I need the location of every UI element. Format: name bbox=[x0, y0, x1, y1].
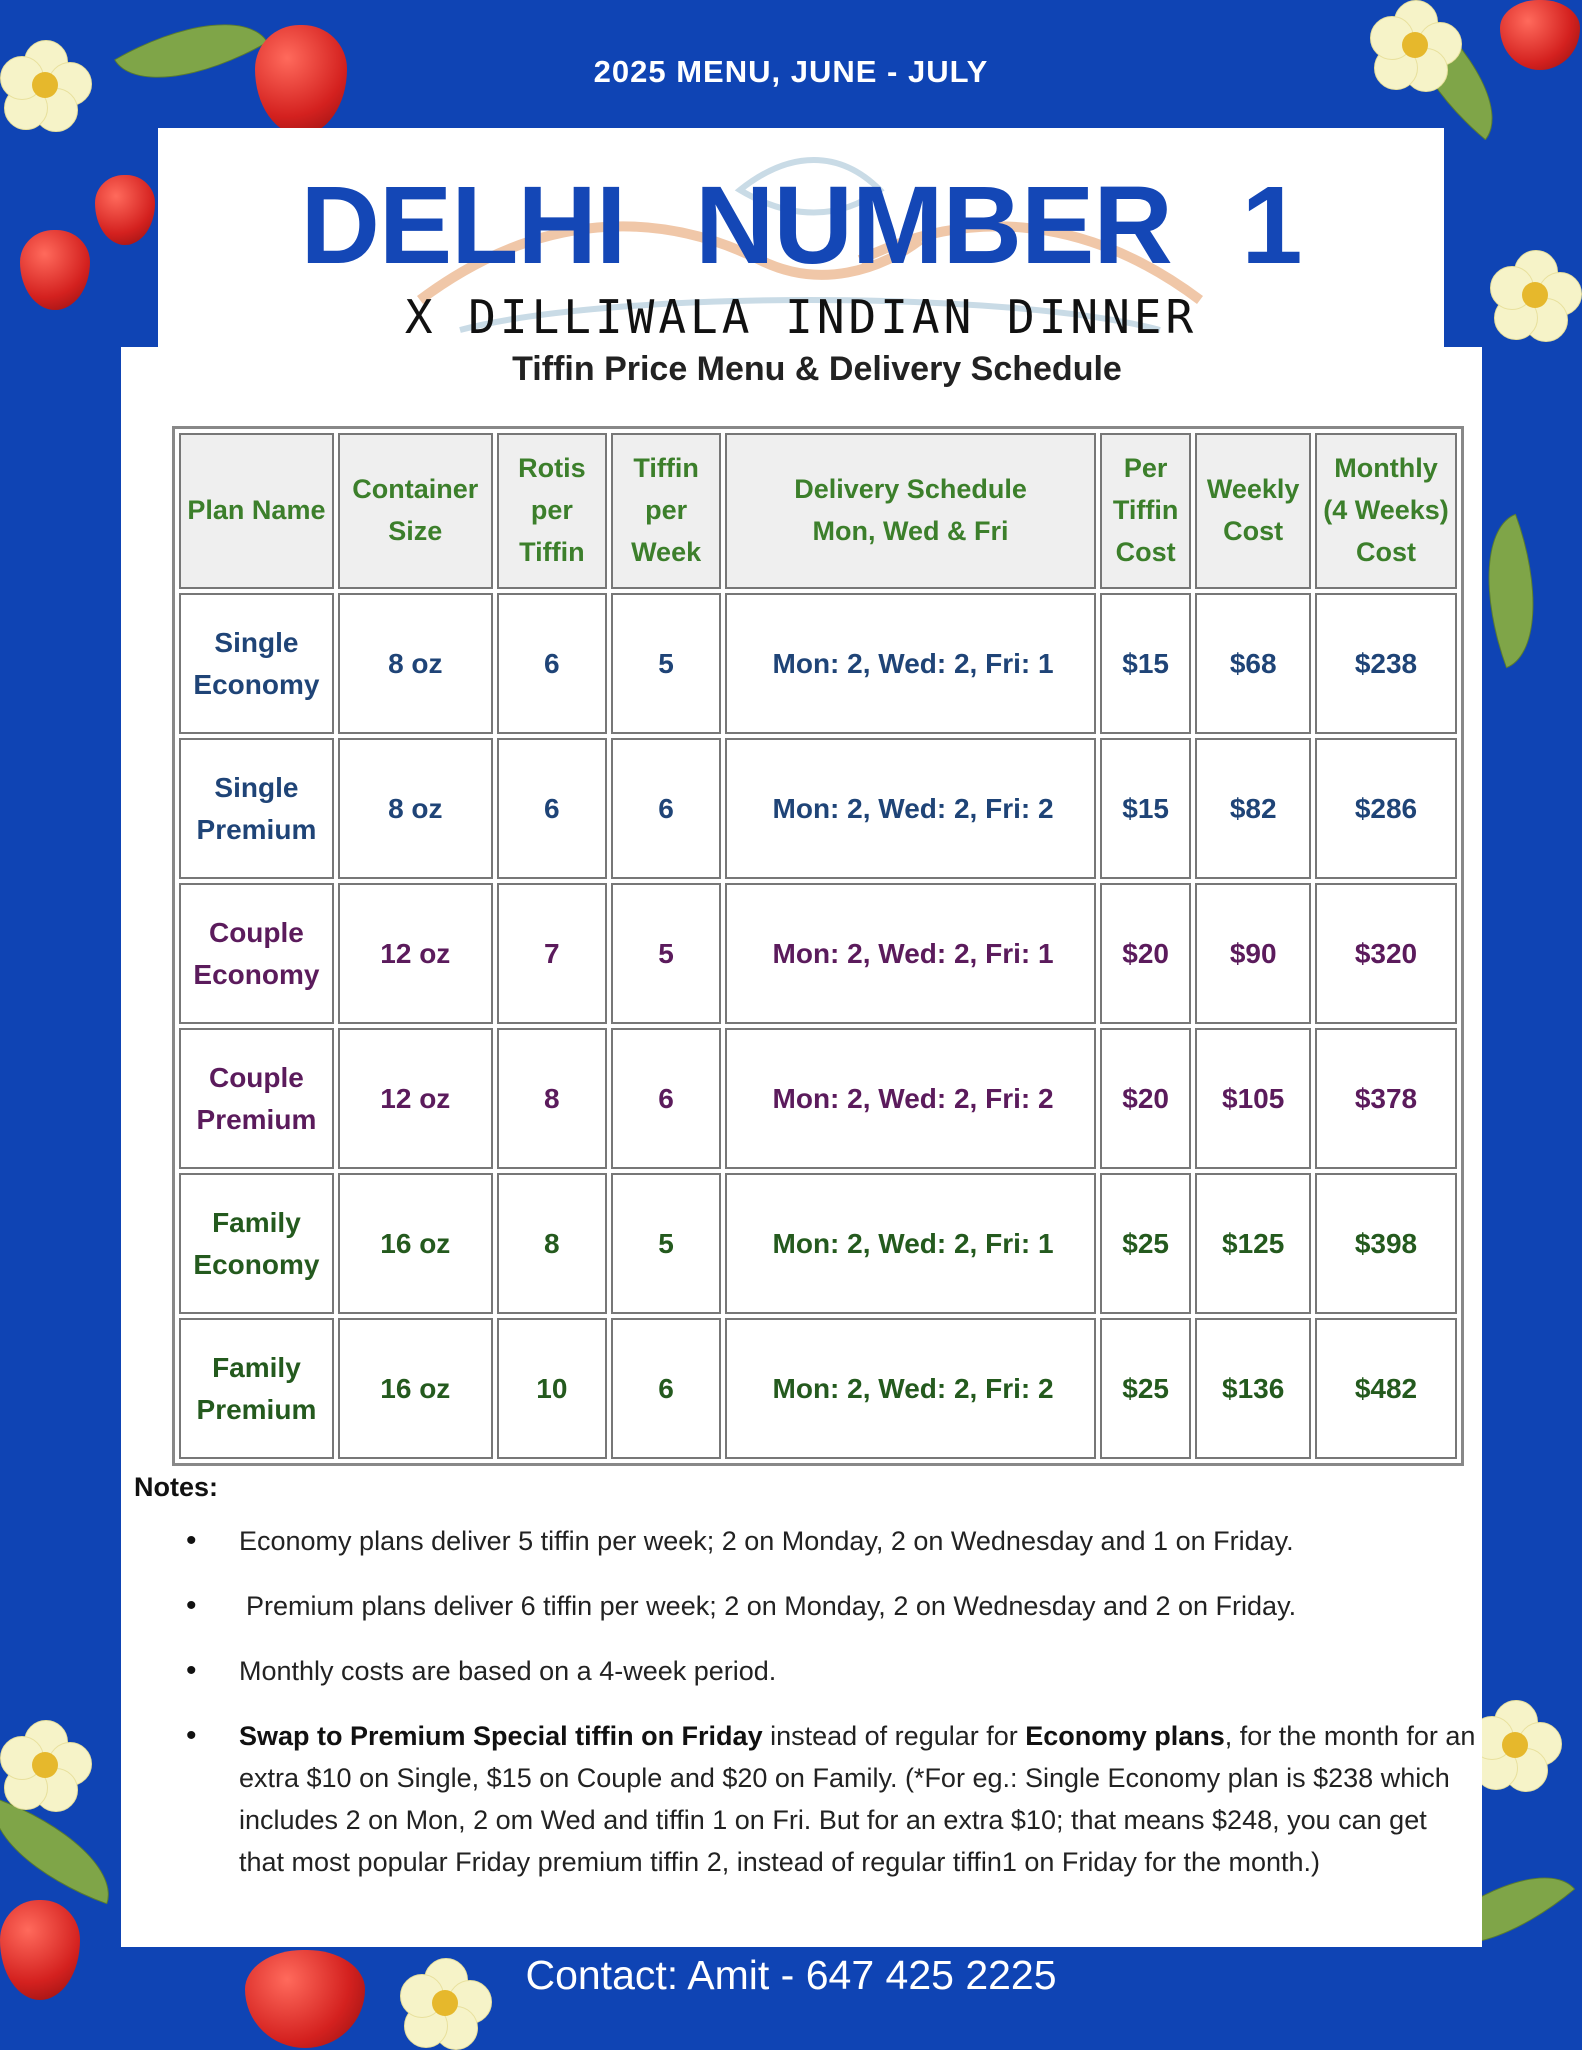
col-header-weekly-cost: Weekly Cost bbox=[1195, 433, 1311, 589]
delivery-schedule-cell: Mon: 2, Wed: 2, Fri: 1 bbox=[725, 1173, 1096, 1314]
delivery-schedule-cell: Mon: 2, Wed: 2, Fri: 2 bbox=[725, 1318, 1096, 1459]
weekly-cost-cell: $125 bbox=[1195, 1173, 1311, 1314]
table-row bbox=[179, 1173, 1457, 1314]
delivery-schedule-cell: Mon: 2, Wed: 2, Fri: 2 bbox=[725, 738, 1096, 879]
table-row bbox=[179, 593, 1457, 734]
col-header-monthly-cost: Monthly (4 Weeks) Cost bbox=[1315, 433, 1457, 589]
per-tiffin-cost-cell: $20 bbox=[1100, 883, 1191, 1024]
notes-list bbox=[186, 1520, 1476, 1906]
monthly-cost-cell: $398 bbox=[1315, 1173, 1457, 1314]
col-header-per-tiffin-cost: Per Tiffin Cost bbox=[1100, 433, 1191, 589]
plan-name-cell: Single Economy bbox=[179, 593, 334, 734]
weekly-cost-cell: $82 bbox=[1195, 738, 1311, 879]
contact-info: Contact: Amit - 647 425 2225 bbox=[525, 1952, 1057, 1998]
monthly-cost-cell: $378 bbox=[1315, 1028, 1457, 1169]
col-header-delivery-schedule: Delivery Schedule Mon, Wed & Fri bbox=[725, 433, 1096, 589]
rotis-cell: 6 bbox=[497, 593, 607, 734]
flower-icon bbox=[1490, 250, 1580, 340]
monthly-cost-cell: $482 bbox=[1315, 1318, 1457, 1459]
container-size-cell: 12 oz bbox=[338, 1028, 493, 1169]
table-row bbox=[179, 883, 1457, 1024]
table-row bbox=[179, 738, 1457, 879]
plan-name-cell: Single Premium bbox=[179, 738, 334, 879]
tiffin-per-week-cell: 5 bbox=[611, 883, 721, 1024]
tiffin-per-week-cell: 5 bbox=[611, 1173, 721, 1314]
per-tiffin-cost-cell: $15 bbox=[1100, 593, 1191, 734]
per-tiffin-cost-cell: $15 bbox=[1100, 738, 1191, 879]
tiffin-price-table bbox=[172, 426, 1464, 1466]
list-item: • Swap to Premium Special tiffin on Friday instead of regular for Economy plans, for the month for an extra $10 on Single, $15 on Couple and $20 on Family. (*For eg.: Single Economy plan is $238 which includes 2 on Mon, 2 om Wed and tiffin 1 on Fri. But for an extra $10; that means $248, you can get that most popular Friday premium tiffin 2, instead of regular tiffin1 on Friday for the month.) bbox=[186, 1715, 1476, 1883]
flower-icon bbox=[1470, 1700, 1560, 1790]
col-header-plan-name: Plan Name bbox=[179, 433, 334, 589]
weekly-cost-cell: $90 bbox=[1195, 883, 1311, 1024]
strawberry-icon bbox=[95, 175, 155, 245]
strawberry-icon bbox=[20, 230, 90, 310]
weekly-cost-cell: $105 bbox=[1195, 1028, 1311, 1169]
table-row bbox=[179, 1318, 1457, 1459]
per-tiffin-cost-cell: $20 bbox=[1100, 1028, 1191, 1169]
restaurant-title: DELHI NUMBER 1 bbox=[300, 164, 1302, 287]
weekly-cost-cell: $68 bbox=[1195, 593, 1311, 734]
per-tiffin-cost-cell: $25 bbox=[1100, 1173, 1191, 1314]
notes-title: Notes: bbox=[134, 1472, 219, 1502]
rotis-cell: 6 bbox=[497, 738, 607, 879]
tiffin-per-week-cell: 6 bbox=[611, 1028, 721, 1169]
rotis-cell: 8 bbox=[497, 1173, 607, 1314]
plan-name-cell: Family Economy bbox=[179, 1173, 334, 1314]
list-item: • Monthly costs are based on a 4-week period. bbox=[186, 1650, 1476, 1692]
container-size-cell: 16 oz bbox=[338, 1173, 493, 1314]
monthly-cost-cell: $320 bbox=[1315, 883, 1457, 1024]
container-size-cell: 8 oz bbox=[338, 738, 493, 879]
container-size-cell: 16 oz bbox=[338, 1318, 493, 1459]
tiffin-per-week-cell: 6 bbox=[611, 738, 721, 879]
list-item: • Economy plans deliver 5 tiffin per week; 2 on Monday, 2 on Wednesday and 1 on Friday. bbox=[186, 1520, 1476, 1562]
list-item: • Premium plans deliver 6 tiffin per week; 2 on Monday, 2 on Wednesday and 2 on Friday. bbox=[186, 1585, 1476, 1627]
rotis-cell: 10 bbox=[497, 1318, 607, 1459]
delivery-schedule-cell: Mon: 2, Wed: 2, Fri: 1 bbox=[725, 593, 1096, 734]
rotis-cell: 7 bbox=[497, 883, 607, 1024]
rotis-cell: 8 bbox=[497, 1028, 607, 1169]
plan-name-cell: Couple Economy bbox=[179, 883, 334, 1024]
menu-heading: Tiffin Price Menu & Delivery Schedule bbox=[512, 350, 1122, 388]
plan-name-cell: Couple Premium bbox=[179, 1028, 334, 1169]
restaurant-subtitle: X DILLIWALA INDIAN DINNER bbox=[404, 290, 1198, 344]
flower-icon bbox=[0, 1720, 90, 1810]
monthly-cost-cell: $238 bbox=[1315, 593, 1457, 734]
container-size-cell: 8 oz bbox=[338, 593, 493, 734]
tiffin-per-week-cell: 5 bbox=[611, 593, 721, 734]
delivery-schedule-cell: Mon: 2, Wed: 2, Fri: 1 bbox=[725, 883, 1096, 1024]
plan-name-cell: Family Premium bbox=[179, 1318, 334, 1459]
table-header-row bbox=[179, 433, 1457, 589]
delivery-schedule-cell: Mon: 2, Wed: 2, Fri: 2 bbox=[725, 1028, 1096, 1169]
table-row bbox=[179, 1028, 1457, 1169]
weekly-cost-cell: $136 bbox=[1195, 1318, 1311, 1459]
monthly-cost-cell: $286 bbox=[1315, 738, 1457, 879]
per-tiffin-cost-cell: $25 bbox=[1100, 1318, 1191, 1459]
menu-period-caption: 2025 MENU, JUNE - JULY bbox=[593, 54, 989, 89]
container-size-cell: 12 oz bbox=[338, 883, 493, 1024]
col-header-rotis: Rotis per Tiffin bbox=[497, 433, 607, 589]
col-header-tiffin-per-week: Tiffin per Week bbox=[611, 433, 721, 589]
tiffin-per-week-cell: 6 bbox=[611, 1318, 721, 1459]
col-header-container-size: Container Size bbox=[338, 433, 493, 589]
